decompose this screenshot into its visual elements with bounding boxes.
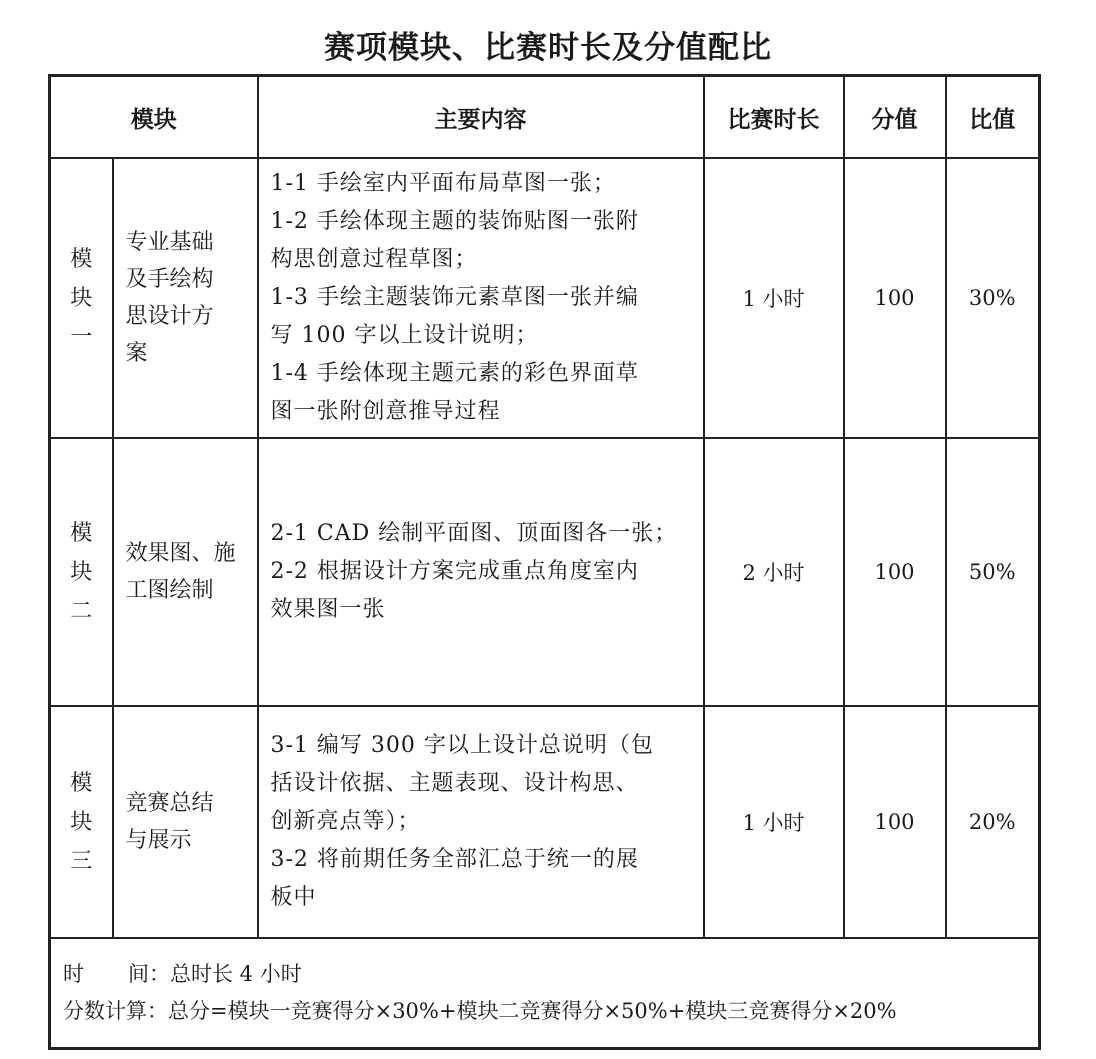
footer-notes [50,938,1040,1049]
module-table [48,74,1041,1050]
module-number [50,438,113,706]
module-score: 100 [844,158,946,438]
content-line: 1-1 手绘室内平面布局草图一张； [270,171,616,196]
module-name-line: 效果图、施 [125,541,236,566]
module-ratio: 30% [946,158,1040,438]
module-score: 100 [844,438,946,706]
module-number [50,706,113,938]
module-name [113,706,258,938]
content-line: 3-2 将前期任务全部汇总于统一的展 [270,847,639,872]
content-line: 3-1 编写 300 字以上设计总说明（包 [270,733,654,758]
table-row [50,706,1040,938]
module-number-char: 三 [70,848,93,874]
module-score: 100 [844,706,946,938]
content-line: 2-2 根据设计方案完成重点角度室内 [270,559,639,584]
module-name-line: 工图绘制 [125,578,214,603]
module-number-char: 模 [70,520,93,546]
header-content: 主要内容 [258,76,704,159]
footer-calc-value: 总分=模块一竞赛得分×30%+模块二竞赛得分×50%+模块三竞赛得分×20% [168,999,897,1023]
content-line: 创新亮点等）； [270,809,421,834]
module-ratio: 20% [946,706,1040,938]
content-line: 写 100 字以上设计说明； [270,323,539,348]
content-line: 构思创意过程草图； [270,247,478,272]
table-footer-row [50,938,1040,1049]
module-name-line: 案 [125,341,148,366]
module-duration: 1 小时 [704,158,844,438]
module-number-char: 块 [70,559,93,585]
module-duration: 1 小时 [704,706,844,938]
module-duration: 2 小时 [704,438,844,706]
content-line: 1-2 手绘体现主题的装饰贴图一张附 [270,209,639,234]
footer-calc-label: 分数计算： [63,999,168,1023]
footer-time-line [63,956,1038,993]
content-line: 2-1 CAD 绘制平面图、顶面图各一张； [270,521,678,546]
content-line: 1-4 手绘体现主题元素的彩色界面草 [270,361,639,386]
content-line: 1-3 手绘主题装饰元素草图一张并编 [270,285,639,310]
module-name-line: 专业基础 [125,230,214,255]
content-line: 图一张附创意推导过程 [270,399,501,424]
module-name [113,438,258,706]
module-number-char: 二 [70,598,93,624]
module-number [50,158,113,438]
module-number-char: 块 [70,285,93,311]
table-row [50,158,1040,438]
footer-calc-line [63,993,1038,1030]
module-content [258,706,704,938]
header-score: 分值 [844,76,946,159]
content-line: 效果图一张 [270,597,386,622]
header-duration: 比赛时长 [704,76,844,159]
footer-time-value: 总时长 4 小时 [170,962,302,986]
module-number-char: 模 [70,246,93,272]
module-name-line: 思设计方 [125,304,214,329]
header-ratio: 比值 [946,76,1040,159]
module-name [113,158,258,438]
content-line: 括设计依据、主题表现、设计构思、 [270,771,639,796]
footer-time-label-a: 时 [63,962,84,986]
module-name-line: 及手绘构 [125,267,214,292]
module-content [258,438,704,706]
page-title: 赛项模块、比赛时长及分值配比 [324,30,772,66]
table-header-row [50,76,1040,159]
module-name-line: 竞赛总结 [125,791,214,816]
table-row [50,438,1040,706]
module-number-char: 一 [70,324,93,350]
module-name-line: 与展示 [125,828,192,853]
header-module: 模块 [50,76,258,159]
module-number-char: 块 [70,809,93,835]
content-line: 板中 [270,885,317,910]
module-content [258,158,704,438]
footer-time-label-b: 间： [128,962,170,986]
module-ratio: 50% [946,438,1040,706]
module-number-char: 模 [70,770,93,796]
